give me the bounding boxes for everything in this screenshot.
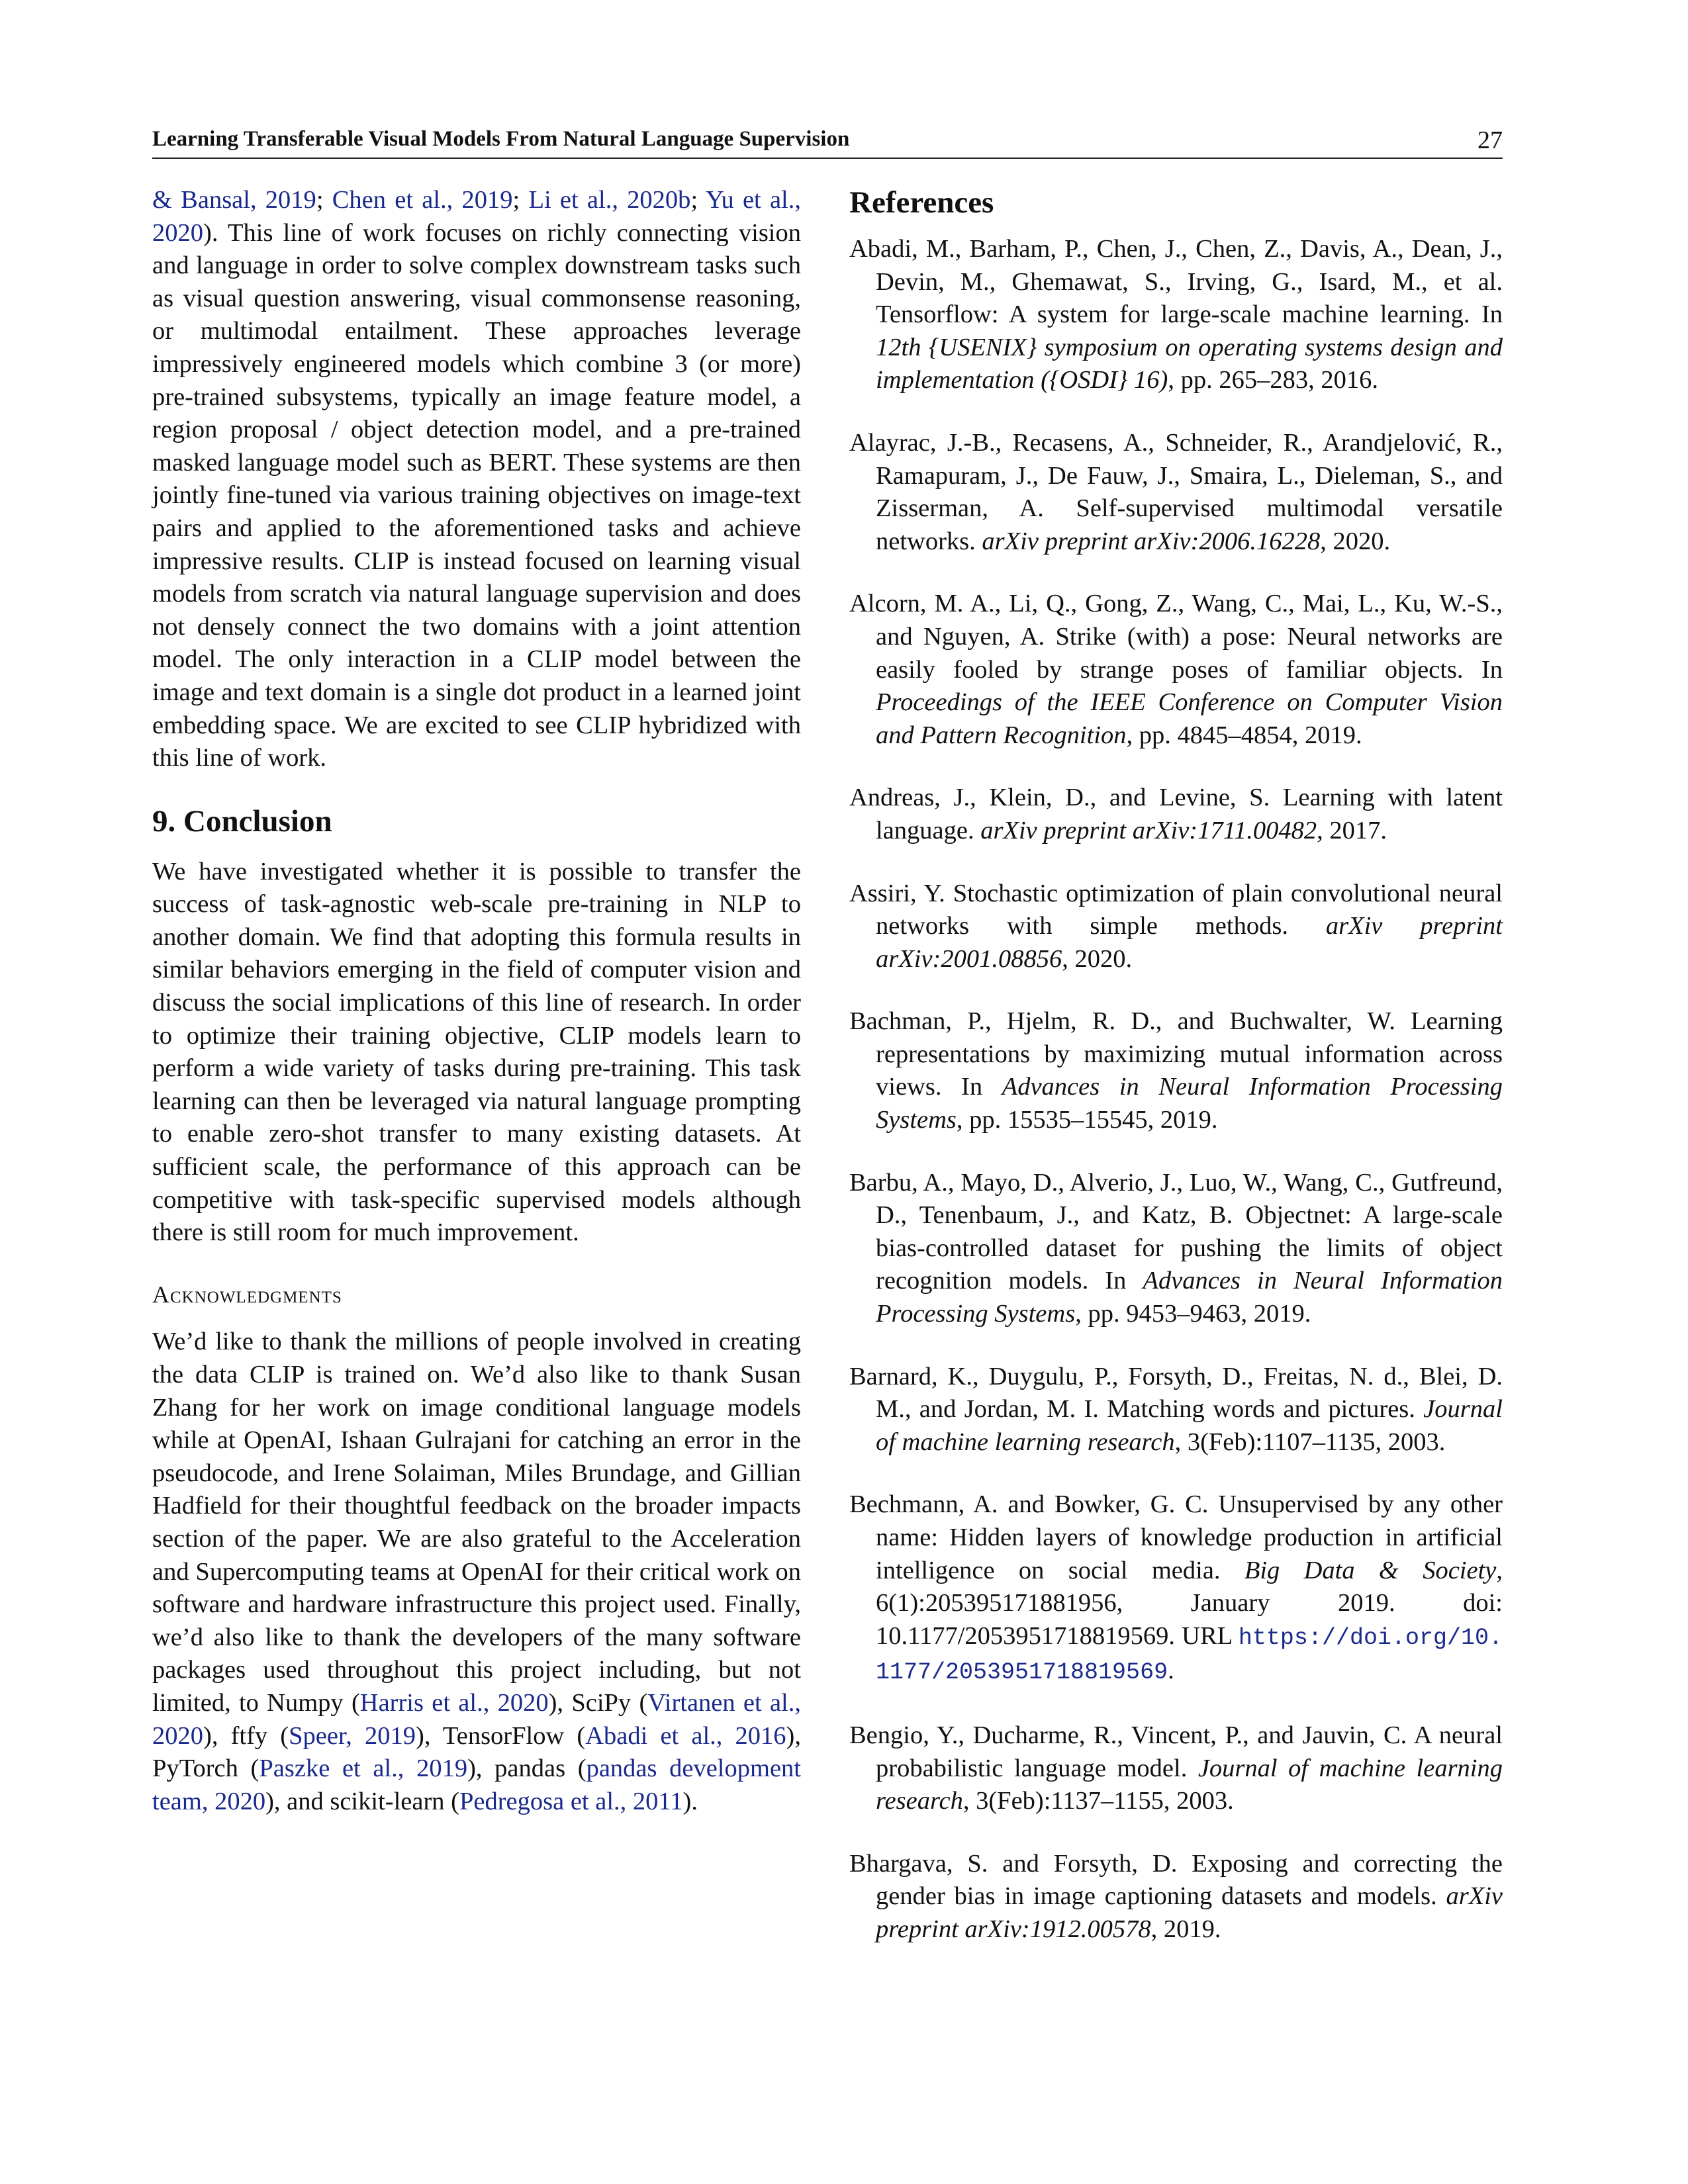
reference-entry: Assiri, Y. Stochastic optimization of plain convolutional neural networks with simple methods. arXiv preprint arXiv:2001.08856, 2020.	[849, 879, 1503, 973]
reference-venue: arXiv preprint arXiv:2001.08856	[876, 912, 1503, 973]
reference-venue: Big Data & Society	[1244, 1556, 1497, 1584]
reference-entry: Barbu, A., Mayo, D., Alverio, J., Luo, W., Wang, C., Gutfreund, D., Tenenbaum, J., and Katz, B. Objectnet: A large-scale bias-controlled dataset for pushing the limits of object recognition models. In Advances in Neural Information Processing Systems, pp. 9453–9463, 2019.	[849, 1168, 1503, 1328]
reference-entry: Andreas, J., Klein, D., and Levine, S. Learning with latent language. arXiv preprint arXiv:1711.00482, 2017.	[849, 784, 1503, 844]
section-heading-conclusion: 9. Conclusion	[152, 803, 332, 839]
acknowledgments-paragraph: We’d like to thank the millions of people involved in creating the data CLIP is trained on. We’d also like to thank Susan Zhang for her work on image conditional language models while at OpenAI, Ishaan Gulrajani for catching an error in the pseudocode, and Irene Solaiman, Miles Brundage, and Gillian Hadfield for their thoughtful feedback on the broader impacts section of the paper. We are also grateful to the Acceleration and Supercomputing teams at OpenAI for their critical work on software and hardware infrastructure this project used. Finally, we’d also like to thank the developers of the many software packages used throughout this project including, but not limited, to Numpy (Harris et al., 2020), SciPy (Virtanen et al., 2020), ftfy (Speer, 2019), TensorFlow (Abadi et al., 2016), PyTorch (Paszke et al., 2019), pandas (pandas development team, 2020), and scikit-learn (Pedregosa et al., 2011).	[152, 1328, 801, 1815]
citation-link[interactable]: Li et al., 2020b	[528, 186, 691, 214]
related-work-paragraph: & Bansal, 2019; Chen et al., 2019; Li et al., 2020b; Yu et al., 2020). This line of work focuses on richly connecting vision and language in order to solve complex downstream tasks such as visual question answering, visual commonsense reasoning, or multimodal entailment. These approaches leverage impressively engineered models which combine 3 (or more) pre-trained subsystems, typically an image feature model, a region proposal / object detection model, and a pre-trained masked language model such as BERT. These systems are then jointly fine-tuned via various training objectives on image-text pairs and applied to the aforementioned tasks and achieve impressive results. CLIP is instead focused on learning visual models from scratch via natural language supervision and does not densely connect the two domains with a joint attention model. The only interaction in a CLIP model between the image and text domain is a single dot product in a learned joint embedding space. We are excited to see CLIP hybridized with this line of work.	[152, 186, 801, 772]
left-column	[152, 184, 801, 1818]
reference-entry: Bengio, Y., Ducharme, R., Vincent, P., and Jauvin, C. A neural probabilistic language model. Journal of machine learning research, 3(Feb):1137–1155, 2003.	[849, 1721, 1503, 1815]
reference-url-link[interactable]: https://doi.org/10.1177/2053951718819569	[876, 1624, 1503, 1686]
paragraph-text: ). This line of work focuses on richly connecting vision and language in order to solve complex downstream tasks such as visual question answering, visual commonsense reasoning, or multimodal entailment. These approaches leverage impressively engineered models which combine 3 (or more) pre-trained subsystems, typically an image feature model, a region proposal / object detection model, and a pre-trained masked language model such as BERT. These systems are then jointly fine-tuned via various training objectives on image-text pairs and applied to the aforementioned tasks and achieve impressive results. CLIP is instead focused on learning visual models from scratch via natural language supervision and does not densely connect the two domains with a joint attention model. The only interaction in a CLIP model between the image and text domain is a single dot product in a learned joint embedding space. We are excited to see CLIP hybridized with this line of work.	[152, 218, 801, 772]
citation-link[interactable]: pandas development team, 2020	[152, 1754, 801, 1815]
reference-venue: Journal of machine learning research	[876, 1754, 1503, 1815]
citation-link[interactable]: Yu et al., 2020	[152, 186, 801, 247]
citation-link[interactable]: Speer, 2019	[289, 1721, 416, 1750]
reference-entry: Alayrac, J.-B., Recasens, A., Schneider, R., Arandjelović, R., Ramapuram, J., De Fauw, J., Smaira, L., Dieleman, S., and Zisserman, A. Self-supervised multimodal versatile networks. arXiv preprint arXiv:2006.16228, 2020.	[849, 428, 1503, 555]
reference-list	[849, 233, 1503, 1946]
reference-venue: arXiv preprint arXiv:1711.00482	[980, 816, 1317, 844]
conclusion-paragraph: We have investigated whether it is possible to transfer the success of task-agnostic web-scale pre-training in NLP to another domain. We find that adopting this formula results in similar behaviors emerging in the field of computer vision and discuss the social implications of this line of research. In order to optimize their training objective, CLIP models learn to perform a wide variety of tasks during pre-training. This task learning can then be leveraged via natural language prompting to enable zero-shot transfer to many existing datasets. At sufficient scale, the performance of this approach can be competitive with task-specific supervised models although there is still room for much improvement.	[152, 857, 801, 1247]
running-title: Learning Transferable Visual Models From Natural Language Supervision	[152, 127, 850, 151]
citation-link[interactable]: Chen et al., 2019	[332, 186, 513, 214]
running-header	[152, 126, 1503, 159]
citation-link[interactable]: Virtanen et al., 2020	[152, 1688, 801, 1750]
reference-venue: Proceedings of the IEEE Conference on Computer Vision and Pattern Recognition	[876, 688, 1503, 749]
reference-venue: Advances in Neural Information Processing Systems	[876, 1073, 1503, 1134]
reference-entry: Alcorn, M. A., Li, Q., Gong, Z., Wang, C., Mai, L., Ku, W.-S., and Nguyen, A. Strike (with) a pose: Neural networks are easily fooled by strange poses of familiar objects. In Proceedings of the IEEE Conference on Computer Vision and Pattern Recognition, pp. 4845–4854, 2019.	[849, 590, 1503, 749]
acknowledgments-heading: Acknowledgments	[152, 1281, 342, 1308]
reference-entry: Bachman, P., Hjelm, R. D., and Buchwalter, W. Learning representations by maximizing mutual information across views. In Advances in Neural Information Processing Systems, pp. 15535–15545, 2019.	[849, 1007, 1503, 1134]
right-column	[849, 184, 1503, 1976]
reference-venue: arXiv preprint arXiv:1912.00578	[876, 1882, 1503, 1943]
reference-venue: arXiv preprint arXiv:2006.16228	[982, 527, 1321, 555]
page-number: 27	[1477, 126, 1503, 154]
citation-link[interactable]: & Bansal, 2019	[152, 186, 316, 214]
reference-venue: 12th {USENIX} symposium on operating systems design and implementation ({OSDI} 16)	[876, 333, 1503, 394]
citation-link[interactable]: Pedregosa et al., 2011	[459, 1787, 683, 1815]
citation-link[interactable]: Paszke et al., 2019	[259, 1754, 468, 1783]
reference-entry: Bechmann, A. and Bowker, G. C. Unsupervised by any other name: Hidden layers of knowledge production in artificial intelligence on social media. Big Data & Society, 6(1):205395171881956, January 2019. doi: 10.1177/2053951718819569. URL https://doi.org/10.1177/2053951718819569.	[849, 1490, 1503, 1686]
citation-link[interactable]: Harris et al., 2020	[359, 1688, 549, 1717]
references-heading: References	[849, 185, 994, 220]
reference-venue: Advances in Neural Information Processing Systems	[876, 1267, 1503, 1328]
reference-entry: Bhargava, S. and Forsyth, D. Exposing and correcting the gender bias in image captioning datasets and models. arXiv preprint arXiv:1912.00578, 2019.	[849, 1849, 1503, 1943]
reference-venue: Journal of machine learning research	[876, 1395, 1503, 1456]
citation-link[interactable]: Abadi et al., 2016	[585, 1721, 786, 1750]
reference-entry: Barnard, K., Duygulu, P., Forsyth, D., Freitas, N. d., Blei, D. M., and Jordan, M. I. Matching words and pictures. Journal of machine learning research, 3(Feb):1107–1135, 2003.	[849, 1362, 1503, 1456]
reference-entry: Abadi, M., Barham, P., Chen, J., Chen, Z., Davis, A., Dean, J., Devin, M., Ghemawat, S., Irving, G., Isard, M., et al. Tensorflow: A system for large-scale machine learning. In 12th {USENIX} symposium on operating systems design and implementation ({OSDI} 16), pp. 265–283, 2016.	[849, 235, 1503, 394]
